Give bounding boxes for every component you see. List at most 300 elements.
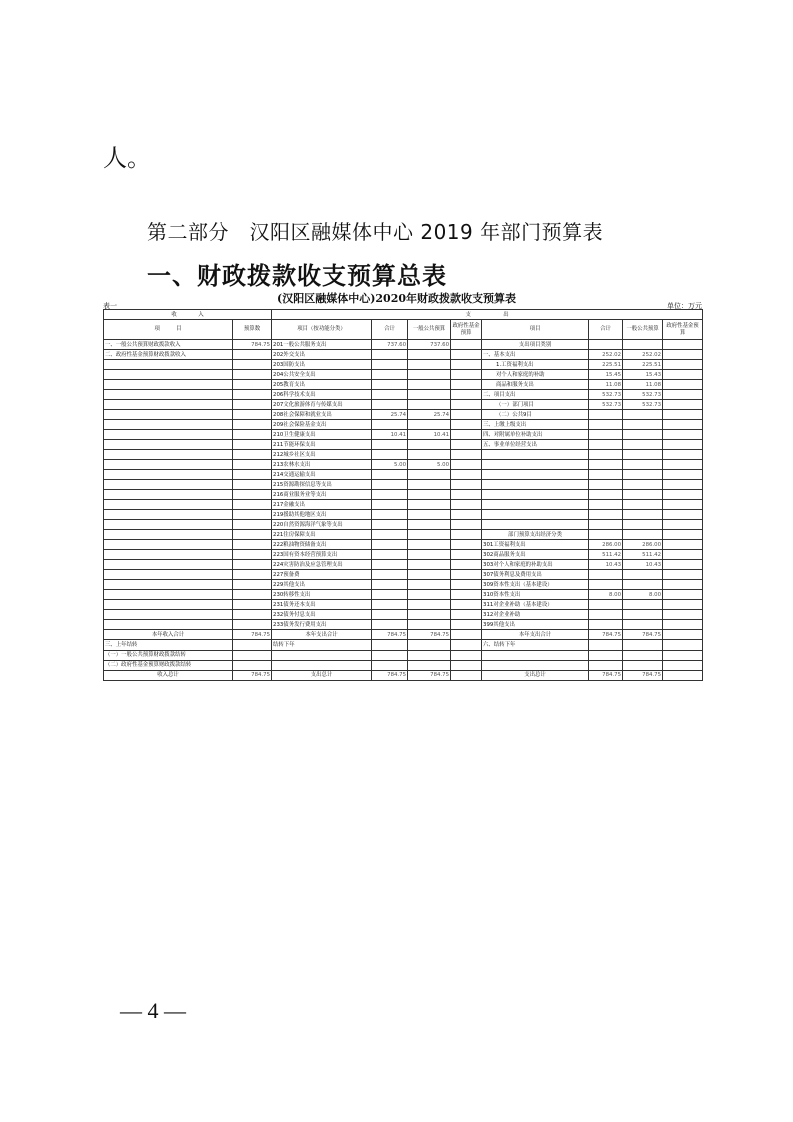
table-cell: 532.73 [589,400,623,410]
table-cell: 5.00 [408,460,451,470]
table-cell [233,560,272,570]
table-cell [451,370,482,380]
table-cell: 结转下年 [272,640,372,650]
table-cell: 232债务付息支出 [272,610,372,620]
table-cell [589,340,623,350]
table-cell [663,590,703,600]
table-row [104,550,703,560]
table-cell [104,470,233,480]
table-cell: 201一般公共服务支出 [272,340,372,350]
table-cell [104,380,233,390]
table-cell [482,520,589,530]
table-cell [233,360,272,370]
table-cell [372,400,408,410]
table-cell [451,660,482,670]
table-cell: 10.43 [589,560,623,570]
table-cell: 二、政府性基金预算财政拨款收入 [104,350,233,360]
table-cell [372,380,408,390]
table-cell [233,520,272,530]
table-cell [623,620,663,630]
table-row [104,560,703,570]
table-cell [589,440,623,450]
table-cell [451,430,482,440]
table-cell [663,520,703,530]
table-cell [233,470,272,480]
table-cell: 286.00 [623,540,663,550]
table-cell: 205教育支出 [272,380,372,390]
table-cell [408,360,451,370]
table-cell [451,590,482,600]
budget-table [103,309,703,681]
table-cell [589,500,623,510]
table-cell [451,550,482,560]
table-cell [623,430,663,440]
table-cell: 511.42 [623,550,663,560]
table-cell [663,470,703,480]
table-row [104,570,703,580]
table-row [104,380,703,390]
table-cell: 511.42 [589,550,623,560]
income-group-header: 收 入 [104,310,272,320]
table-cell [623,420,663,430]
table-cell [104,540,233,550]
table-cell [451,650,482,660]
table-cell: 532.73 [623,400,663,410]
table-cell [589,490,623,500]
table-cell [482,490,589,500]
table-cell: 231债务还本支出 [272,600,372,610]
table-cell [451,380,482,390]
table-cell [408,580,451,590]
table-cell [451,350,482,360]
table-cell: 三、上年结转 [104,640,233,650]
table-cell [372,470,408,480]
table-cell [104,410,233,420]
table-cell [663,640,703,650]
table-cell [104,390,233,400]
table-cell [104,460,233,470]
table-cell [482,450,589,460]
table-cell [372,390,408,400]
table-cell: 221住房保障支出 [272,530,372,540]
table-cell [623,410,663,420]
table-cell [408,400,451,410]
table-row [104,370,703,380]
table-cell [104,510,233,520]
table-cell: 532.73 [623,390,663,400]
table-cell [589,650,623,660]
table-cell: 784.75 [372,630,408,640]
table-cell [589,600,623,610]
table-cell: 六、结转下年 [482,640,589,650]
table-cell [589,620,623,630]
table-cell [233,570,272,580]
table-cell [408,380,451,390]
table-cell [663,390,703,400]
table-cell: 737.60 [408,340,451,350]
table-cell [233,510,272,520]
table-cell: 399其他支出 [482,620,589,630]
table-cell: 二、项目支出 [482,390,589,400]
table-cell [623,450,663,460]
table-row [104,390,703,400]
column-header: 预算数 [233,320,272,340]
table-cell: 8.00 [623,590,663,600]
table-cell [408,450,451,460]
column-header: 合计 [589,320,623,340]
table-cell [589,580,623,590]
table-cell [623,520,663,530]
table-cell [408,420,451,430]
table-cell [482,650,589,660]
table-cell [589,510,623,520]
table-cell: 11.08 [589,380,623,390]
table-row [104,470,703,480]
table-row [104,480,703,490]
table-cell: 217金融支出 [272,500,372,510]
table-cell: 210卫生健康支出 [272,430,372,440]
table-cell: 784.75 [589,670,623,680]
table-row [104,580,703,590]
table-cell [623,600,663,610]
table-cell: 211节能环保支出 [272,440,372,450]
table-cell [233,420,272,430]
table-cell [408,530,451,540]
table-cell [408,560,451,570]
table-cell [104,370,233,380]
table-row [104,510,703,520]
table-cell [233,370,272,380]
table-cell [372,440,408,450]
table-cell [663,660,703,670]
table-cell [623,470,663,480]
table-cell [408,390,451,400]
table-cell [104,620,233,630]
table-cell [233,350,272,360]
table-cell [104,490,233,500]
table-cell: 25.74 [408,410,451,420]
table-cell: 233债务发行费用支出 [272,620,372,630]
table-cell: 215资源勘探信息等支出 [272,480,372,490]
table-row [104,660,703,670]
table-cell [623,610,663,620]
table-cell: 五、事业单位经营支出 [482,440,589,450]
table-cell: 1.工资福利支出 [482,360,589,370]
table-cell [663,650,703,660]
table-cell: 本年支出合计 [272,630,372,640]
table-cell [104,430,233,440]
table-row [104,540,703,550]
table-cell [451,400,482,410]
table-cell [589,470,623,480]
table-cell: 202外交支出 [272,350,372,360]
table-cell [589,480,623,490]
group-header-row [104,310,703,320]
table-cell [372,620,408,630]
table-cell [589,460,623,470]
expense-group-header: 支 出 [272,310,703,320]
table-cell [104,570,233,580]
table-cell [663,610,703,620]
table-cell: 309资本性支出（基本建设） [482,580,589,590]
table-cell: （一）一般公共预算财政拨款结转 [104,650,233,660]
table-cell: 312对企业补助 [482,610,589,620]
table-cell [372,350,408,360]
table-cell [233,610,272,620]
table-cell: 784.75 [623,670,663,680]
table-cell [663,420,703,430]
table-cell [623,650,663,660]
column-header-row [104,320,703,340]
table-row [104,590,703,600]
table-cell: 10.41 [372,430,408,440]
table-cell: 商品和服务支出 [482,380,589,390]
table-cell [233,550,272,560]
table-cell [408,500,451,510]
table-cell [408,550,451,560]
table-cell: 208社会保障和就业支出 [272,410,372,420]
table-cell [663,500,703,510]
table-cell [663,600,703,610]
table-cell: 252.02 [589,350,623,360]
table-row [104,500,703,510]
table-row [104,600,703,610]
table-cell [451,410,482,420]
table-row [104,650,703,660]
table-cell [663,530,703,540]
table-cell [372,450,408,460]
table-cell [663,620,703,630]
table-cell: 225.51 [589,360,623,370]
table-cell [372,640,408,650]
table-cell [663,370,703,380]
table-cell [233,440,272,450]
table-cell [372,420,408,430]
table-cell [408,640,451,650]
table-row [104,630,703,640]
table-cell: 10.43 [623,560,663,570]
table-row [104,440,703,450]
table-cell [372,660,408,670]
table-row [104,420,703,430]
table-cell [663,440,703,450]
table-cell: 222粮油物资储备支出 [272,540,372,550]
table-cell: 286.00 [589,540,623,550]
table-cell [663,380,703,390]
table-cell: 25.74 [372,410,408,420]
table-cell [372,550,408,560]
table-cell [272,650,372,660]
table-cell [623,440,663,450]
table-cell [233,530,272,540]
table-cell [233,540,272,550]
table-cell [272,660,372,670]
table-cell [623,490,663,500]
table-cell [372,650,408,660]
table-cell: 15.43 [623,370,663,380]
table-cell [372,570,408,580]
table-cell [589,570,623,580]
table-row [104,490,703,500]
table-cell [663,430,703,440]
table-cell [451,520,482,530]
table-cell: 8.00 [589,590,623,600]
table-cell: 301工资福利支出 [482,540,589,550]
table-cell: 784.75 [372,670,408,680]
table-cell: 784.75 [233,670,272,680]
table-cell [408,660,451,670]
table-cell: 支出项目类别 [482,340,589,350]
lead-text: 人。 [103,144,151,172]
table-cell: 784.75 [408,670,451,680]
table-cell [663,560,703,570]
table-cell [663,580,703,590]
table-cell: 219援助其他地区支出 [272,510,372,520]
table-cell [408,510,451,520]
table-title: (汉阳区融媒体中心)2020年财政拨款收支预算表 [276,292,517,305]
table-cell [233,430,272,440]
table-cell [104,520,233,530]
table-cell [408,480,451,490]
table-cell [104,400,233,410]
table-cell [451,450,482,460]
table-cell [372,580,408,590]
table-cell [623,640,663,650]
table-cell [663,550,703,560]
table-cell [233,380,272,390]
table-cell [623,340,663,350]
table-row [104,360,703,370]
table-cell [372,480,408,490]
table-cell [482,510,589,520]
table-cell [408,650,451,660]
table-cell [663,360,703,370]
table-row [104,410,703,420]
table-row [104,520,703,530]
table-cell: 本年支出合计 [482,630,589,640]
table-cell [623,570,663,580]
table-cell [408,490,451,500]
table-cell [372,510,408,520]
table-cell [233,450,272,460]
table-cell [589,610,623,620]
table-cell: 支出总计 [272,670,372,680]
table-cell [482,500,589,510]
table-cell: 212城乡社区支出 [272,450,372,460]
table-number: 表一 [103,302,117,310]
table-cell [451,420,482,430]
table-cell: 一、基本支出 [482,350,589,360]
table-cell: 227预备费 [272,570,372,580]
column-header: 政府性基金预算 [663,320,703,340]
table-cell [372,560,408,570]
table-cell [589,450,623,460]
table-cell: 四、对附属单位补助支出 [482,430,589,440]
table-cell: 204公共安全支出 [272,370,372,380]
table-row [104,640,703,650]
table-cell [104,360,233,370]
table-cell: 784.75 [408,630,451,640]
table-cell [233,590,272,600]
table-cell: （一）部门项目 [482,400,589,410]
table-cell [451,670,482,680]
table-cell: 784.75 [233,630,272,640]
table-cell [408,590,451,600]
table-cell [663,480,703,490]
table-cell [451,510,482,520]
table-cell: 5.00 [372,460,408,470]
table-cell: 207文化旅游体育与传媒支出 [272,400,372,410]
table-cell [451,440,482,450]
table-cell [408,620,451,630]
table-cell [663,630,703,640]
table-cell: 252.02 [623,350,663,360]
table-cell [589,530,623,540]
table-cell [451,470,482,480]
page-number: — 4 — [120,998,186,1023]
table-cell [451,560,482,570]
table-cell [408,610,451,620]
table-cell [451,620,482,630]
column-header: 一般公共预算 [623,320,663,340]
table-cell: 302商品服务支出 [482,550,589,560]
column-header: 项目（按功能分类） [272,320,372,340]
table-cell [482,460,589,470]
column-header: 项目 [482,320,589,340]
table-row [104,350,703,360]
table-cell [408,520,451,530]
table-cell [451,500,482,510]
table-cell: 214交通运输支出 [272,470,372,480]
table-cell [233,480,272,490]
table-cell [482,480,589,490]
table-cell: 224灾害防治及应急管理支出 [272,560,372,570]
table-cell [233,460,272,470]
table-cell [408,540,451,550]
table-cell [589,420,623,430]
table-cell: 230转移性支出 [272,590,372,600]
table-cell [623,500,663,510]
table-cell: 209社会保险基金支出 [272,420,372,430]
table-cell [623,480,663,490]
table-cell [233,660,272,670]
table-cell [663,340,703,350]
table-cell [451,540,482,550]
table-cell: 532.73 [589,390,623,400]
table-row [104,430,703,440]
table-cell [372,520,408,530]
table-row [104,530,703,540]
column-header: 项 目 [104,320,233,340]
unit-label: 单位：万元 [667,302,702,310]
table-cell [104,530,233,540]
table-cell [663,510,703,520]
table-cell [623,530,663,540]
table-cell [104,610,233,620]
table-row [104,340,703,350]
table-cell [451,460,482,470]
part-heading: 第二部分 汉阳区融媒体中心 2019 年部门预算表 [147,220,604,244]
table-cell [623,460,663,470]
table-cell [663,570,703,580]
table-cell [451,600,482,610]
table-cell [663,670,703,680]
table-cell [372,500,408,510]
table-cell [104,500,233,510]
table-cell [408,440,451,450]
table-cell [623,580,663,590]
table-cell: 支出总计 [482,670,589,680]
